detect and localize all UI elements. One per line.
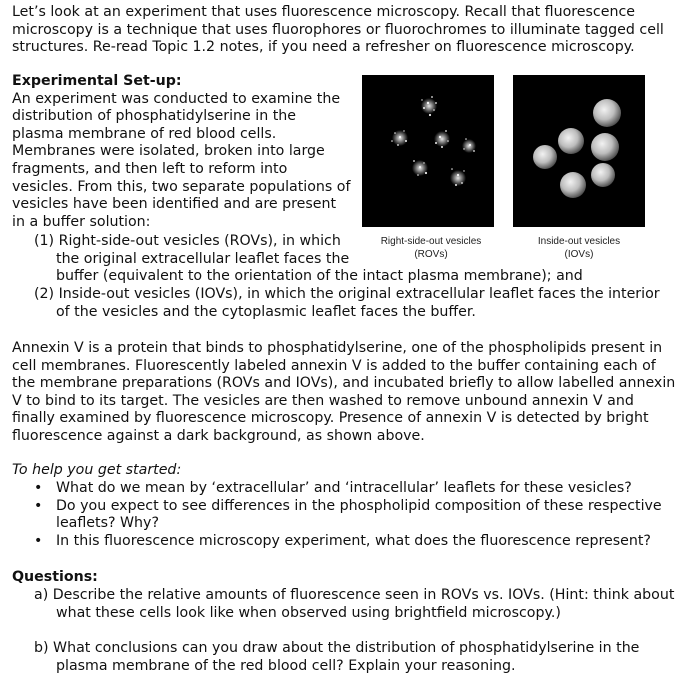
- list-item-1-continued: buffer (equivalent to the orientation of the intact plasma membrane); and: [56, 268, 583, 284]
- annexin-paragraph: Annexin V is a protein that binds to phosphatidylserine, one of the phospholipids present in cell membranes. Fluorescently labeled annexin V is added to the buffer containing each of the membrane preparations (ROVs and IOVs), and incubated briefly to allow labelled annexin V to bind to its target. The vesicles are then washed to remove unbound annexin V and finally examined by fluorescence microscopy. Presence of annexin V is detected by bright fluorescence against a dark background, as shown above.: [12, 340, 676, 444]
- started-heading: To help you get started:: [12, 462, 182, 478]
- list-item-1-text: (1) Right-side-out vesicles (ROVs), in which the original extracellular leaflet faces the: [34, 233, 350, 267]
- rov-speckle-image: [362, 75, 494, 227]
- bullet-text: What do we mean by ‘extracellular’ and ‘intracellular’ leaflets for these vesicles?: [56, 480, 632, 496]
- list-item-2: [34, 286, 664, 321]
- list-item-1: [34, 233, 354, 268]
- started-bullets: [34, 480, 674, 550]
- rov-caption: [362, 235, 500, 261]
- bullet-icon: •: [34, 532, 43, 549]
- question-a: a) Describe the relative amounts of fluorescence seen in ROVs vs. IOVs. (Hint: think about what these cells look like when observed using brightfield microscopy.): [34, 587, 675, 621]
- iov-caption: [513, 235, 645, 261]
- list-item: [34, 533, 674, 551]
- rov-micrograph: [362, 75, 494, 227]
- bullet-text: Do you expect to see differences in the phospholipid composition of these respective leaflets? Why?: [56, 497, 662, 532]
- rov-caption-line2: (ROVs): [414, 249, 448, 260]
- iov-caption-line2: (IOVs): [564, 249, 594, 260]
- setup-section: [12, 73, 352, 231]
- setup-heading: Experimental Set-up:: [12, 73, 182, 89]
- intro-paragraph: Let’s look at an experiment that uses fluorescence microscopy. Recall that fluorescence microscopy is a technique that uses fluorophores or fluorochromes to illuminate tagged cell structures. Re-read Topic 1.2 notes, if you need a refresher on fluorescence microscopy.: [12, 4, 664, 56]
- iov-vesicle-image: [513, 75, 645, 227]
- question-b: b) What conclusions can you draw about the distribution of phosphatidylserine in the plasma membrane of the red blood cell? Explain your reasoning.: [34, 640, 640, 674]
- bullet-icon: •: [34, 480, 43, 496]
- rov-caption-line1: Right-side-out vesicles: [380, 236, 482, 247]
- list-item: [34, 480, 674, 498]
- bullet-icon: •: [34, 497, 43, 514]
- questions-heading: Questions:: [12, 569, 98, 585]
- list-item-2-text: (2) Inside-out vesicles (IOVs), in which the original extracellular leaflet faces the interior of the vesicles and the cytoplasmic leaflet faces the buffer.: [34, 286, 660, 320]
- setup-body: An experiment was conducted to examine the distribution of phosphatidylserine in the plasma membrane of red blood cells. Membranes were isolated, broken into large fragments, and then left to reform into vesicles. From this, two separate populations of vesicles have been identified and are present in a buffer solution:: [12, 90, 351, 230]
- iov-micrograph: [513, 75, 645, 227]
- list-item: [34, 498, 674, 533]
- bullet-text: In this fluorescence microscopy experiment, what does the fluorescence represent?: [56, 532, 651, 549]
- iov-caption-line1: Inside-out vesicles: [537, 236, 621, 247]
